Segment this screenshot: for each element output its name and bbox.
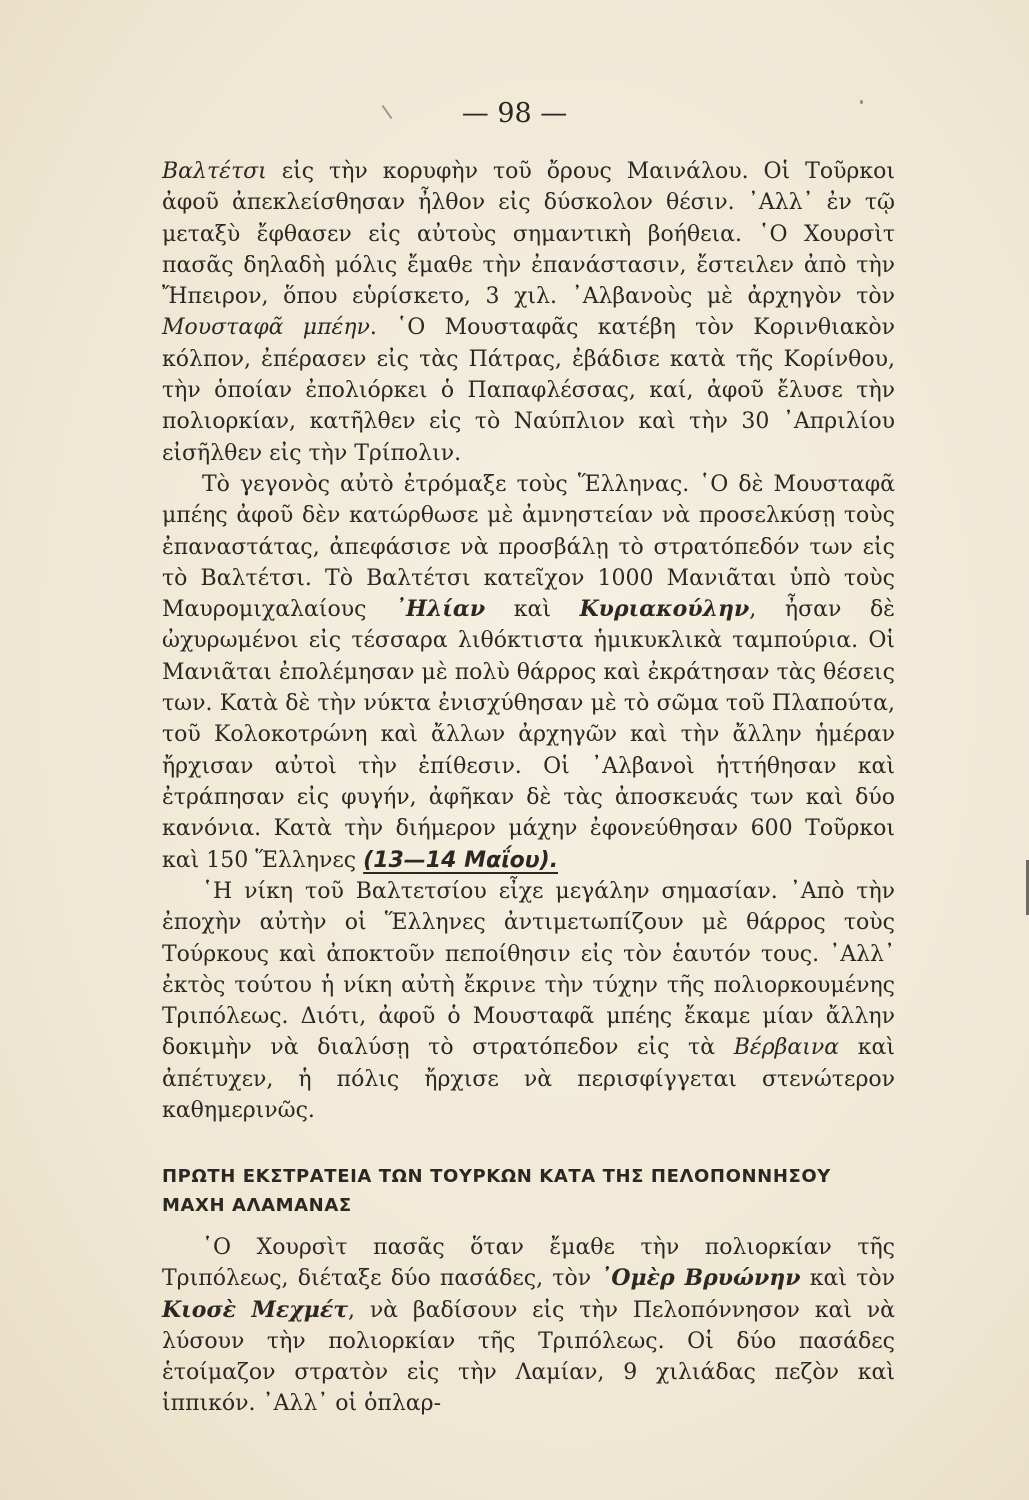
paragraph	[162, 156, 895, 469]
section-heading	[162, 1162, 895, 1220]
text-run: , ἦσαν δὲ ὠχυρωμένοι εἰς τέσσαρα λιθόκτιστα ἡμικυκλικὰ ταμπούρια. Οἱ Μανιᾶται ἐπολέμησαν μὲ πολὺ θάρρος καὶ ἐκράτησαν τὰς θέσεις των. Κατὰ δὲ τὴν νύκτα ἐνισχύθησαν μὲ τὸ σῶμα τοῦ Πλαπούτα, τοῦ Κολοκοτρώνη καὶ ἄλλων ἀρχηγῶν καὶ τὴν ἄλλην ἡμέραν ἤρχισαν αὐτοὶ τὴν ἐπίθεσιν. Οἱ ᾿Αλβανοὶ ἡττήθησαν καὶ ἐτράπησαν εἰς φυγήν, ἀφῆκαν δὲ τὰς ἀποσκευάς των καὶ δύο κανόνια. Κατὰ τὴν διήμερον μάχην ἐφονεύθησαν 600 Τοῦρκοι καὶ 150 Ἕλληνες	[162, 597, 895, 873]
text-run: . ῾Ο Μουσταφᾶς κατέβη τὸν Κορινθιακὸν κόλπον, ἐπέρασεν εἰς τὰς Πάτρας, ἐβάδισε κατὰ τῆς Κορίνθου, τὴν ὁποίαν ἐπολιόρκει ὁ Παπαφλέσσας, καί, ἀφοῦ ἔλυσε τὴν πολιορκίαν, κατῆλθεν εἰς τὸ Ναύπλιον καὶ τὴν 30 ᾿Απριλίου εἰσῆλθεν εἰς τὴν Τρίπολιν.	[162, 315, 896, 466]
paragraph	[162, 469, 895, 876]
page-number: — 98 —	[461, 98, 568, 129]
text-run: καὶ τὸν	[800, 1266, 895, 1292]
text-run: Τὸ γεγονὸς αὐτὸ ἐτρόμαξε τοὺς Ἕλληνας. ῾Ο δὲ Μουσταφᾶ μπέης ἀφοῦ δὲν κατώρθωσε μὲ ἀμνηστείαν νὰ προσελκύσῃ τοὺς ἐπαναστάτας, ἀπεφάσισε νὰ προσβάλῃ τὸ στρατόπεδόν των εἰς τὸ Βαλτέτσι. Τὸ Βαλτέτσι κατεῖχον 1000 Μανιᾶται ὑπὸ τοὺς Μαυρομιχαλαίους	[162, 471, 895, 623]
text-section-2	[162, 876, 895, 1126]
text-run: ῾Η νίκη τοῦ Βαλτετσίου εἶχε μεγάλην σημασίαν. ᾿Απὸ τὴν ἐποχὴν αὐτὴν οἱ Ἕλληνες ἀντιμετωπίζουν μὲ θάρρος τοὺς Τούρκους καὶ ἀποκτοῦν πεποίθησιν εἰς τὸν ἑαυτόν τους. ᾿Αλλ᾿ ἐκτὸς τούτου ἡ νίκη αὐτὴ ἔκρινε τὴν τύχην τῆς πολιορκουμένης Τριπόλεως. Διότι, ἀφοῦ ὁ Μουσταφᾶ μπέης ἔκαμε μίαν ἄλλην δοκιμὴν νὰ διαλύσῃ τὸ στρατόπεδον εἰς τὰ	[162, 879, 895, 1061]
text-run: καὶ ἀπέτυχεν, ἡ πόλις ἤρχισε νὰ περισφίγγεται στενώτερον καθημερινῶς.	[162, 1035, 895, 1124]
emphasized-text: ᾿Ομὲρ Βρυώνην	[600, 1265, 801, 1292]
text-section-3	[162, 1232, 895, 1420]
heading-line-1: ΠΡΩΤΗ ΕΚΣΤΡΑΤΕΙΑ ΤΩΝ ΤΟΥΡΚΩΝ ΚΑΤΑ ΤΗΣ ΠΕΛΟΠΟΝΝΗΣΟΥ	[162, 1166, 831, 1187]
emphasized-text: ᾿Ηλίαν	[395, 596, 486, 623]
heading-line-2: ΜΑΧΗ ΑΛΑΜΑΝΑΣ	[162, 1195, 352, 1216]
text-section-1	[162, 156, 895, 876]
emphasized-text: Μουσταφᾶ μπέην	[162, 315, 370, 341]
emphasized-text: Κυριακούλην	[579, 596, 750, 623]
text-run: ῾Ο Χουρσὶτ πασᾶς ὅταν ἔμαθε τὴν πολιορκίαν τῆς Τριπόλεως, διέταξε δύο πασάδες, τὸν	[162, 1235, 895, 1292]
emphasized-text: (13—14 Μαΐου).	[363, 847, 559, 873]
emphasized-text: Κιοσὲ Μεχμέτ	[162, 1296, 348, 1323]
emphasized-text: Βέρβαινα	[733, 1035, 840, 1061]
paragraph	[162, 876, 895, 1126]
text-run: καὶ	[485, 597, 580, 623]
text-run: εἰς τὴν κορυφὴν τοῦ ὄρους Μαινάλου. Οἱ Τοῦρκοι ἀφοῦ ἀπεκλείσθησαν ἦλθον εἰς δύσκολον θέσιν. ᾿Αλλ᾿ ἐν τῷ μεταξὺ ἔφθασεν εἰς αὐτοὺς σημαντικὴ βοήθεια. ῾Ο Χουρσὶτ πασᾶς δηλαδὴ μόλις ἔμαθε τὴν ἐπανάστασιν, ἔστειλεν ἀπὸ τὴν Ἤπειρον, ὅπου εὑρίσκετο, 3 χιλ. ᾿Αλβανοὺς μὲ ἀρχηγὸν τὸν	[162, 159, 895, 310]
text-run: , νὰ βαδίσουν εἰς τὴν Πελοπόννησον καὶ νὰ λύσουν τὴν πολιορκίαν τῆς Τριπόλεως. Οἱ δύο πασάδες ἑτοίμαζον στρατὸν εἰς τὴν Λαμίαν, 9 χιλιάδας πεζὸν καὶ ἱππικόν. ᾿Αλλ᾿ οἱ ὁπλαρ-	[162, 1297, 895, 1417]
emphasized-text: Βαλτέτσι	[162, 159, 267, 184]
paragraph	[162, 1232, 895, 1420]
